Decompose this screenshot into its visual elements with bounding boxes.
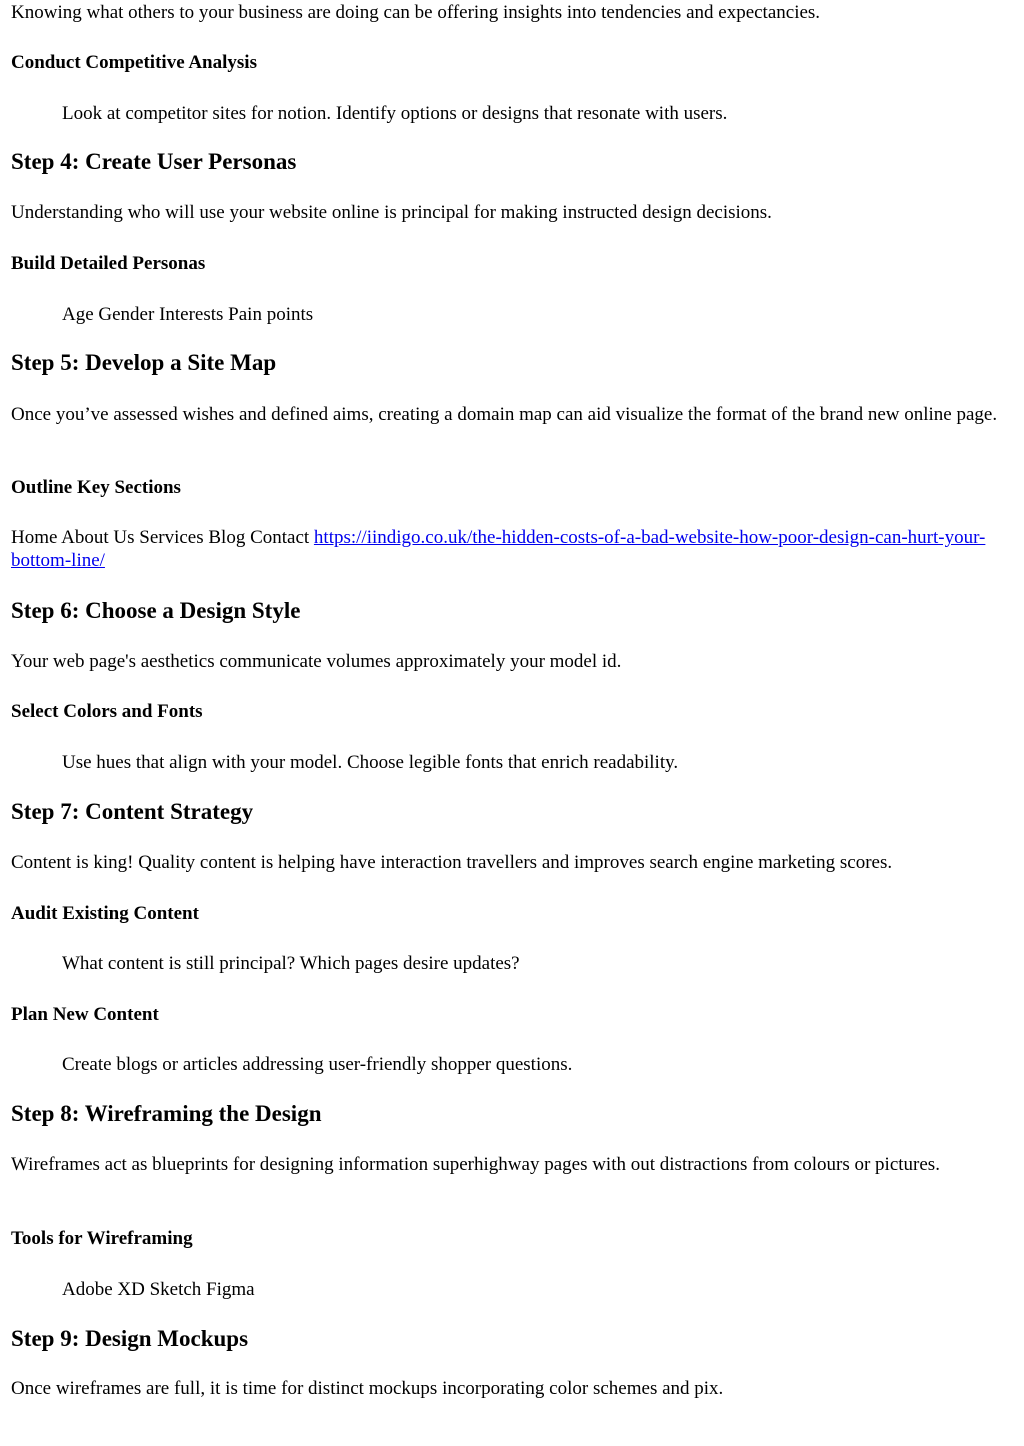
step8-heading: Step 8: Wireframing the Design xyxy=(11,1101,322,1126)
step5-paragraph: Once you’ve assessed wishes and defined aims, creating a domain map can aid visualize the format of the brand new online page. xyxy=(11,404,998,425)
personas-text: Age Gender Interests Pain points xyxy=(62,304,314,325)
step7-heading: Step 7: Content Strategy xyxy=(11,799,254,824)
audit-content-heading: Audit Existing Content xyxy=(11,903,199,924)
step4-heading: Step 4: Create User Personas xyxy=(11,149,297,174)
hidden-costs-article-link[interactable]: https://iindigo.co.uk/the-hidden-costs-of-a-bad-website-how-poor-design-can-hurt-your-bottom-line/ xyxy=(11,527,986,571)
outline-sections-paragraph xyxy=(11,526,1011,572)
wireframing-tools-heading: Tools for Wireframing xyxy=(11,1228,193,1249)
step6-paragraph: Your web page's aesthetics communicate volumes approximately your model id. xyxy=(11,651,622,672)
plan-content-heading: Plan New Content xyxy=(11,1004,159,1025)
step4-paragraph: Understanding who will use your website online is principal for making instructed design decisions. xyxy=(11,202,772,223)
personas-heading: Build Detailed Personas xyxy=(11,253,206,274)
step7-paragraph: Content is king! Quality content is helping have interaction travellers and improves search engine marketing scores. xyxy=(11,852,893,873)
step9-paragraph: Once wireframes are full, it is time for distinct mockups incorporating color schemes and pix. xyxy=(11,1378,724,1399)
step8-paragraph: Wireframes act as blueprints for designing information superhighway pages with out distractions from colours or pictures. xyxy=(11,1154,940,1175)
step6-heading: Step 6: Choose a Design Style xyxy=(11,598,301,623)
outline-sections-heading: Outline Key Sections xyxy=(11,477,181,498)
plan-content-text: Create blogs or articles addressing user-friendly shopper questions. xyxy=(62,1054,573,1075)
competitive-analysis-heading: Conduct Competitive Analysis xyxy=(11,52,257,73)
step5-heading: Step 5: Develop a Site Map xyxy=(11,350,277,375)
wireframing-tools-text: Adobe XD Sketch Figma xyxy=(62,1279,255,1300)
colors-fonts-text: Use hues that align with your model. Choose legible fonts that enrich readability. xyxy=(62,752,679,773)
outline-sections-text: Home About Us Services Blog Contact xyxy=(11,527,310,548)
audit-content-text: What content is still principal? Which pages desire updates? xyxy=(62,953,520,974)
colors-fonts-heading: Select Colors and Fonts xyxy=(11,701,203,722)
intro-paragraph: Knowing what others to your business are doing can be offering insights into tendencies and expectancies. xyxy=(11,2,821,23)
competitive-analysis-text: Look at competitor sites for notion. Identify options or designs that resonate with users. xyxy=(62,103,728,124)
step9-heading: Step 9: Design Mockups xyxy=(11,1326,249,1351)
